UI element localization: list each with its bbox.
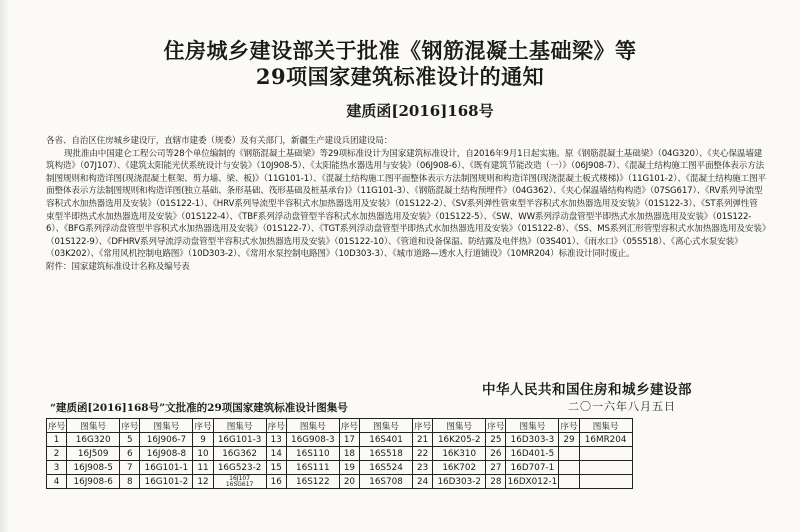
header-seq: 序号: [47, 419, 67, 433]
seq-cell: 28: [486, 475, 506, 489]
code-cell: 16J908-6: [67, 475, 120, 489]
seq-cell: [559, 447, 579, 461]
title-line-1: 住房城乡建设部关于批准《钢筋混凝土基础梁》等: [163, 38, 637, 63]
code-cell: 16K702: [433, 461, 486, 475]
code-cell: 16D303-2: [433, 475, 486, 489]
header-code: 图集号: [213, 419, 266, 433]
header-code: 图集号: [140, 419, 193, 433]
header-code: 图集号: [360, 419, 413, 433]
code-cell: 16D303-3: [506, 433, 559, 447]
atlas-number-table: [46, 418, 633, 489]
seq-cell: 1: [47, 433, 67, 447]
seq-cell: 2: [47, 447, 67, 461]
table-caption: “建质函[2016]168号”文批准的29项国家建筑标准设计图集号: [50, 402, 348, 414]
code-cell: [579, 447, 632, 461]
seq-cell: 23: [413, 461, 433, 475]
code-cell: [579, 475, 632, 489]
table-row: [47, 461, 633, 475]
table-row: [47, 475, 633, 489]
code-cell: 16G320: [67, 433, 120, 447]
issuing-authority: 中华人民共和国住房和城乡建设部: [482, 382, 692, 398]
attachment-line: 附件：国家建筑标准设计名称及编号表: [46, 261, 190, 272]
code-cell: 16G101-1: [140, 461, 193, 475]
code-cell: 16S110: [286, 447, 339, 461]
code-cell: 16S708: [360, 475, 413, 489]
code-cell: [579, 461, 632, 475]
seq-cell: 24: [413, 475, 433, 489]
seq-cell: 16: [266, 475, 286, 489]
table-row: [47, 447, 633, 461]
header-seq: 序号: [266, 419, 286, 433]
code-cell: 16S401: [360, 433, 413, 447]
notice-body: [46, 135, 766, 274]
seq-cell: 9: [193, 433, 213, 447]
code-cell: 16G362: [213, 447, 266, 461]
code-cell: 16S111: [286, 461, 339, 475]
header-seq: 序号: [120, 419, 140, 433]
code-cell: 16J908-8: [140, 447, 193, 461]
header-seq: 序号: [486, 419, 506, 433]
seq-cell: 22: [413, 447, 433, 461]
seq-cell: 20: [339, 475, 359, 489]
header-seq: 序号: [193, 419, 213, 433]
title-line-2: 29项国家建筑标准设计的通知: [255, 64, 545, 89]
seq-cell: 17: [339, 433, 359, 447]
code-cell: 16S122: [286, 475, 339, 489]
seq-cell: 13: [266, 433, 286, 447]
code-cell: 16J509: [67, 447, 120, 461]
seq-cell: 11: [193, 461, 213, 475]
code-cell: 16J906-7: [140, 433, 193, 447]
seq-cell: 19: [339, 461, 359, 475]
code-cell: 16J908-5: [67, 461, 120, 475]
main-paragraph: 现批准由中国建仑工程公司等28个单位编制的《钢筋混凝土基础梁》等29项标准设计为国家建筑标准设计，自2016年9月1日起实施。原《钢筋混凝土基础梁》（04G320）、《夹心保温墙建筑构造》（07J107）、《建筑太阳能光伏系统设计与安装》（10J908-5）、《太阳能热水器选用与安装》（06J908-6）、《既有建筑节能改造（一）》（06J908-7）、《混凝土结构施工图平面整体表示方法制图规则和构造详图(现浇混凝土框架、剪力墙、梁、板)》（11G101-1）、《混凝土结构施工图平面整体表示方法制图规则和构造详图(现浇混凝土板式楼梯)》（11G101-2）、《混凝土结构施工图平面整体表示方法制图规则和构造详图(独立基础、条形基础、筏形基础及桩基承台)》（11G101-3）、《钢筋混凝土结构预埋件》（04G362）、《夹心保温墙结构构造》（07SG617）、《RV系列导流型容积式水加热器选用及安装》（01S122-1）、《HRV系列导流型半容积式水加热器选用及安装》（01S122-2）、《SV系列弹性管束型半容积式水加热器选用及安装》（01S122-3）、《ST系列弹性管束型半即热式水加热器选用及安装》（01S122-4）、《TBF系列浮动盘管型半容积式水加热器选用及安装》（01S122-5）、《SW、WW系列浮动盘管型半即热式水加热器选用及安装》（01S122-6）、《BFG系列浮动盘管型半容积式水加热器选用及安装》（01S122-7）、《TGT系列浮动盘管型半即热式水加热器选用及安装》（01S122-8）、《SS、MS系列汇形管型容积式水加热器选用及安装》（01S122-9）、《DFHRV系列导流浮动盘管型半容积式水加热器选用及安装》（01S122-10）、《管道和设备保温、防结露及电伴热》（03S401）、《雨水口》（05S518）、《离心式水泵安装》（03K202）、《常用风机控制电路图》（10D303-2）、《常用水泵控制电路图》（10D303-3）、《城市道路—透水人行道铺设》（10MR204）标准设计同时废止。: [46, 148, 766, 260]
seq-cell: 25: [486, 433, 506, 447]
code-cell: 16D401-5: [506, 447, 559, 461]
code-cell: 16S518: [360, 447, 413, 461]
header-code: 图集号: [579, 419, 632, 433]
seq-cell: 3: [47, 461, 67, 475]
code-cell: 16D707-1: [506, 461, 559, 475]
code-cell: 16K310: [433, 447, 486, 461]
seq-cell: 15: [266, 461, 286, 475]
seq-cell: 10: [193, 447, 213, 461]
seq-cell: 27: [486, 461, 506, 475]
code-cell: 16MR204: [579, 433, 632, 447]
header-seq: 序号: [413, 419, 433, 433]
seq-cell: 6: [120, 447, 140, 461]
seq-cell: 18: [339, 447, 359, 461]
issue-date: 二〇一六年八月五日: [568, 400, 676, 413]
seq-cell: 7: [120, 461, 140, 475]
document-number: 建质函[2016]168号: [346, 102, 494, 120]
code-cell: 16DX012-1: [507, 476, 558, 487]
seq-cell: [559, 475, 579, 489]
seq-cell: 21: [413, 433, 433, 447]
seq-cell: 12: [193, 475, 213, 489]
code-cell: 16G101-3: [213, 433, 266, 447]
code-cell: 16J107 16SG617: [213, 475, 266, 489]
header-code: 图集号: [506, 419, 559, 433]
header-code: 图集号: [67, 419, 120, 433]
seq-cell: 26: [486, 447, 506, 461]
table-header-row: [47, 419, 633, 433]
code-cell: 16S524: [360, 461, 413, 475]
table-body: [47, 433, 633, 489]
seq-cell: 8: [120, 475, 140, 489]
seq-cell: 5: [120, 433, 140, 447]
salutation: 各省、自治区住房城乡建设厅，直辖市建委（规委）及有关部门，新疆生产建设兵团建设局：: [46, 136, 393, 146]
header-seq: 序号: [559, 419, 579, 433]
seq-cell: 29: [559, 433, 579, 447]
seq-cell: 14: [266, 447, 286, 461]
code-cell: 16K205-2: [433, 433, 486, 447]
seq-cell: [559, 461, 579, 475]
code-cell: 16G523-2: [213, 461, 266, 475]
code-cell: 16G101-2: [140, 475, 193, 489]
header-code: 图集号: [286, 419, 339, 433]
header-code: 图集号: [433, 419, 486, 433]
table-row: [47, 433, 633, 447]
header-seq: 序号: [339, 419, 359, 433]
code-cell: 16G908-3: [286, 433, 339, 447]
seq-cell: 4: [47, 475, 67, 489]
